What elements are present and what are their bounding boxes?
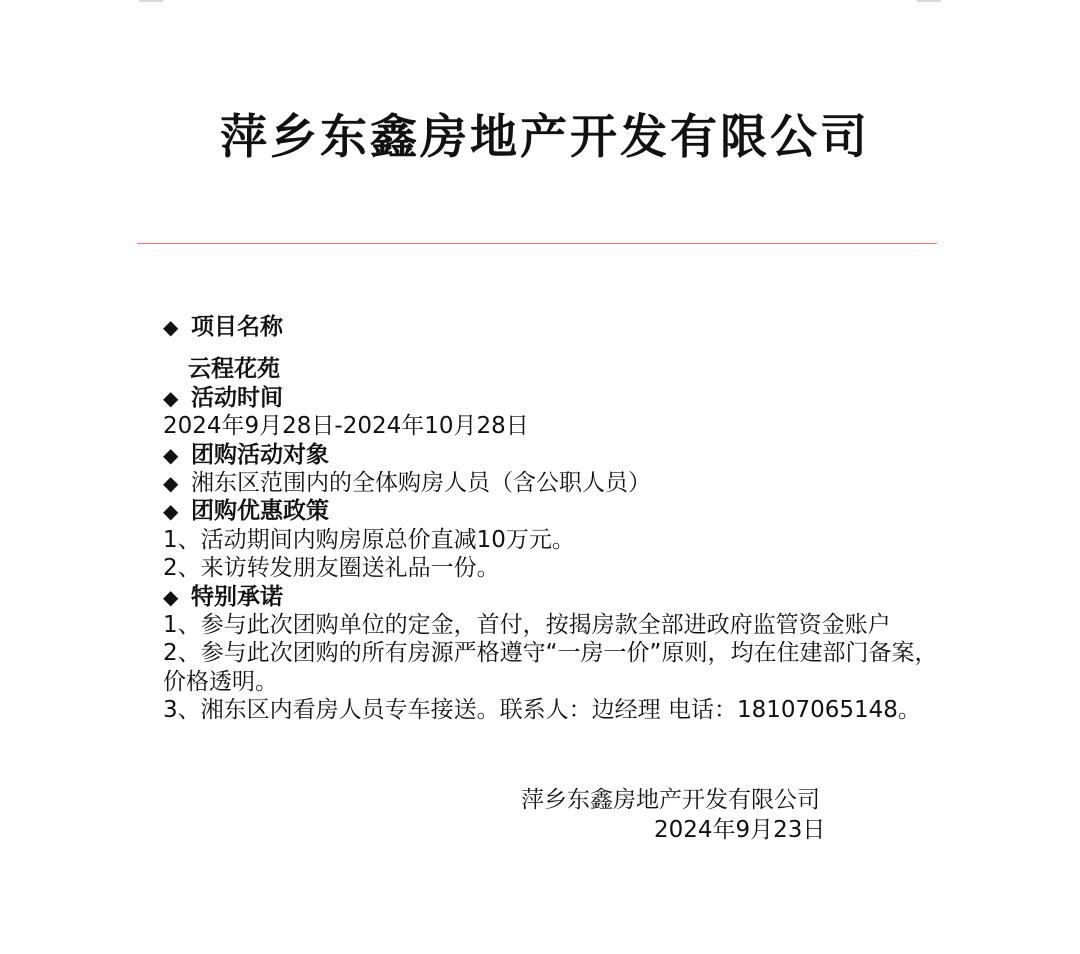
- promise-heading-label: 特别承诺: [191, 583, 283, 610]
- target-heading-label: 团购活动对象: [191, 441, 329, 468]
- section-heading-project: [163, 313, 943, 341]
- header-divider: [137, 243, 937, 244]
- diamond-bullet-icon: ◆: [163, 385, 179, 410]
- document-body: [163, 313, 943, 725]
- section-heading-target: [163, 441, 943, 469]
- diamond-bullet-icon: ◆: [163, 442, 179, 467]
- page-corner-mark-left: [139, 0, 163, 2]
- diamond-bullet-icon: ◆: [163, 471, 179, 496]
- offer-item: 2、来访转发朋友圈送礼品一份。: [163, 555, 500, 582]
- offer-item: 1、活动期间内购房原总价直减10万元。: [163, 526, 575, 553]
- project-name: 云程花苑: [188, 356, 280, 383]
- promise-item: 1、参与此次团购单位的定金，首付，按揭房款全部进政府监管资金账户: [163, 612, 891, 639]
- diamond-bullet-icon: ◆: [163, 584, 179, 609]
- promise-item: 2、参与此次团购的所有房源严格遵守“一房一价”原则，均在住建部门备案，价格透明。: [163, 640, 938, 695]
- page-corner-mark-right: [917, 0, 941, 2]
- time-heading-label: 活动时间: [191, 384, 283, 411]
- diamond-bullet-icon: ◆: [163, 499, 179, 524]
- offer-heading-label: 团购优惠政策: [191, 498, 329, 525]
- diamond-bullet-icon: ◆: [163, 315, 179, 339]
- section-heading-time: [163, 384, 943, 412]
- target-audience-text: 湘东区范围内的全体购房人员（含公职人员）: [191, 470, 651, 497]
- section-heading-promise: [163, 583, 943, 611]
- project-heading-label: 项目名称: [191, 314, 283, 340]
- target-audience: [163, 469, 943, 497]
- activity-time: 2024年9月28日-2024年10月28日: [163, 413, 529, 440]
- section-heading-offer: [163, 497, 943, 525]
- document-title: 萍乡东鑫房地产开发有限公司: [220, 110, 870, 165]
- promise-item: 3、湘东区内看房人员专车接送。联系人：边经理 电话：18107065148。: [163, 697, 921, 724]
- signature-date: 2024年9月23日: [654, 817, 826, 843]
- signature-company: 萍乡东鑫房地产开发有限公司: [521, 787, 820, 813]
